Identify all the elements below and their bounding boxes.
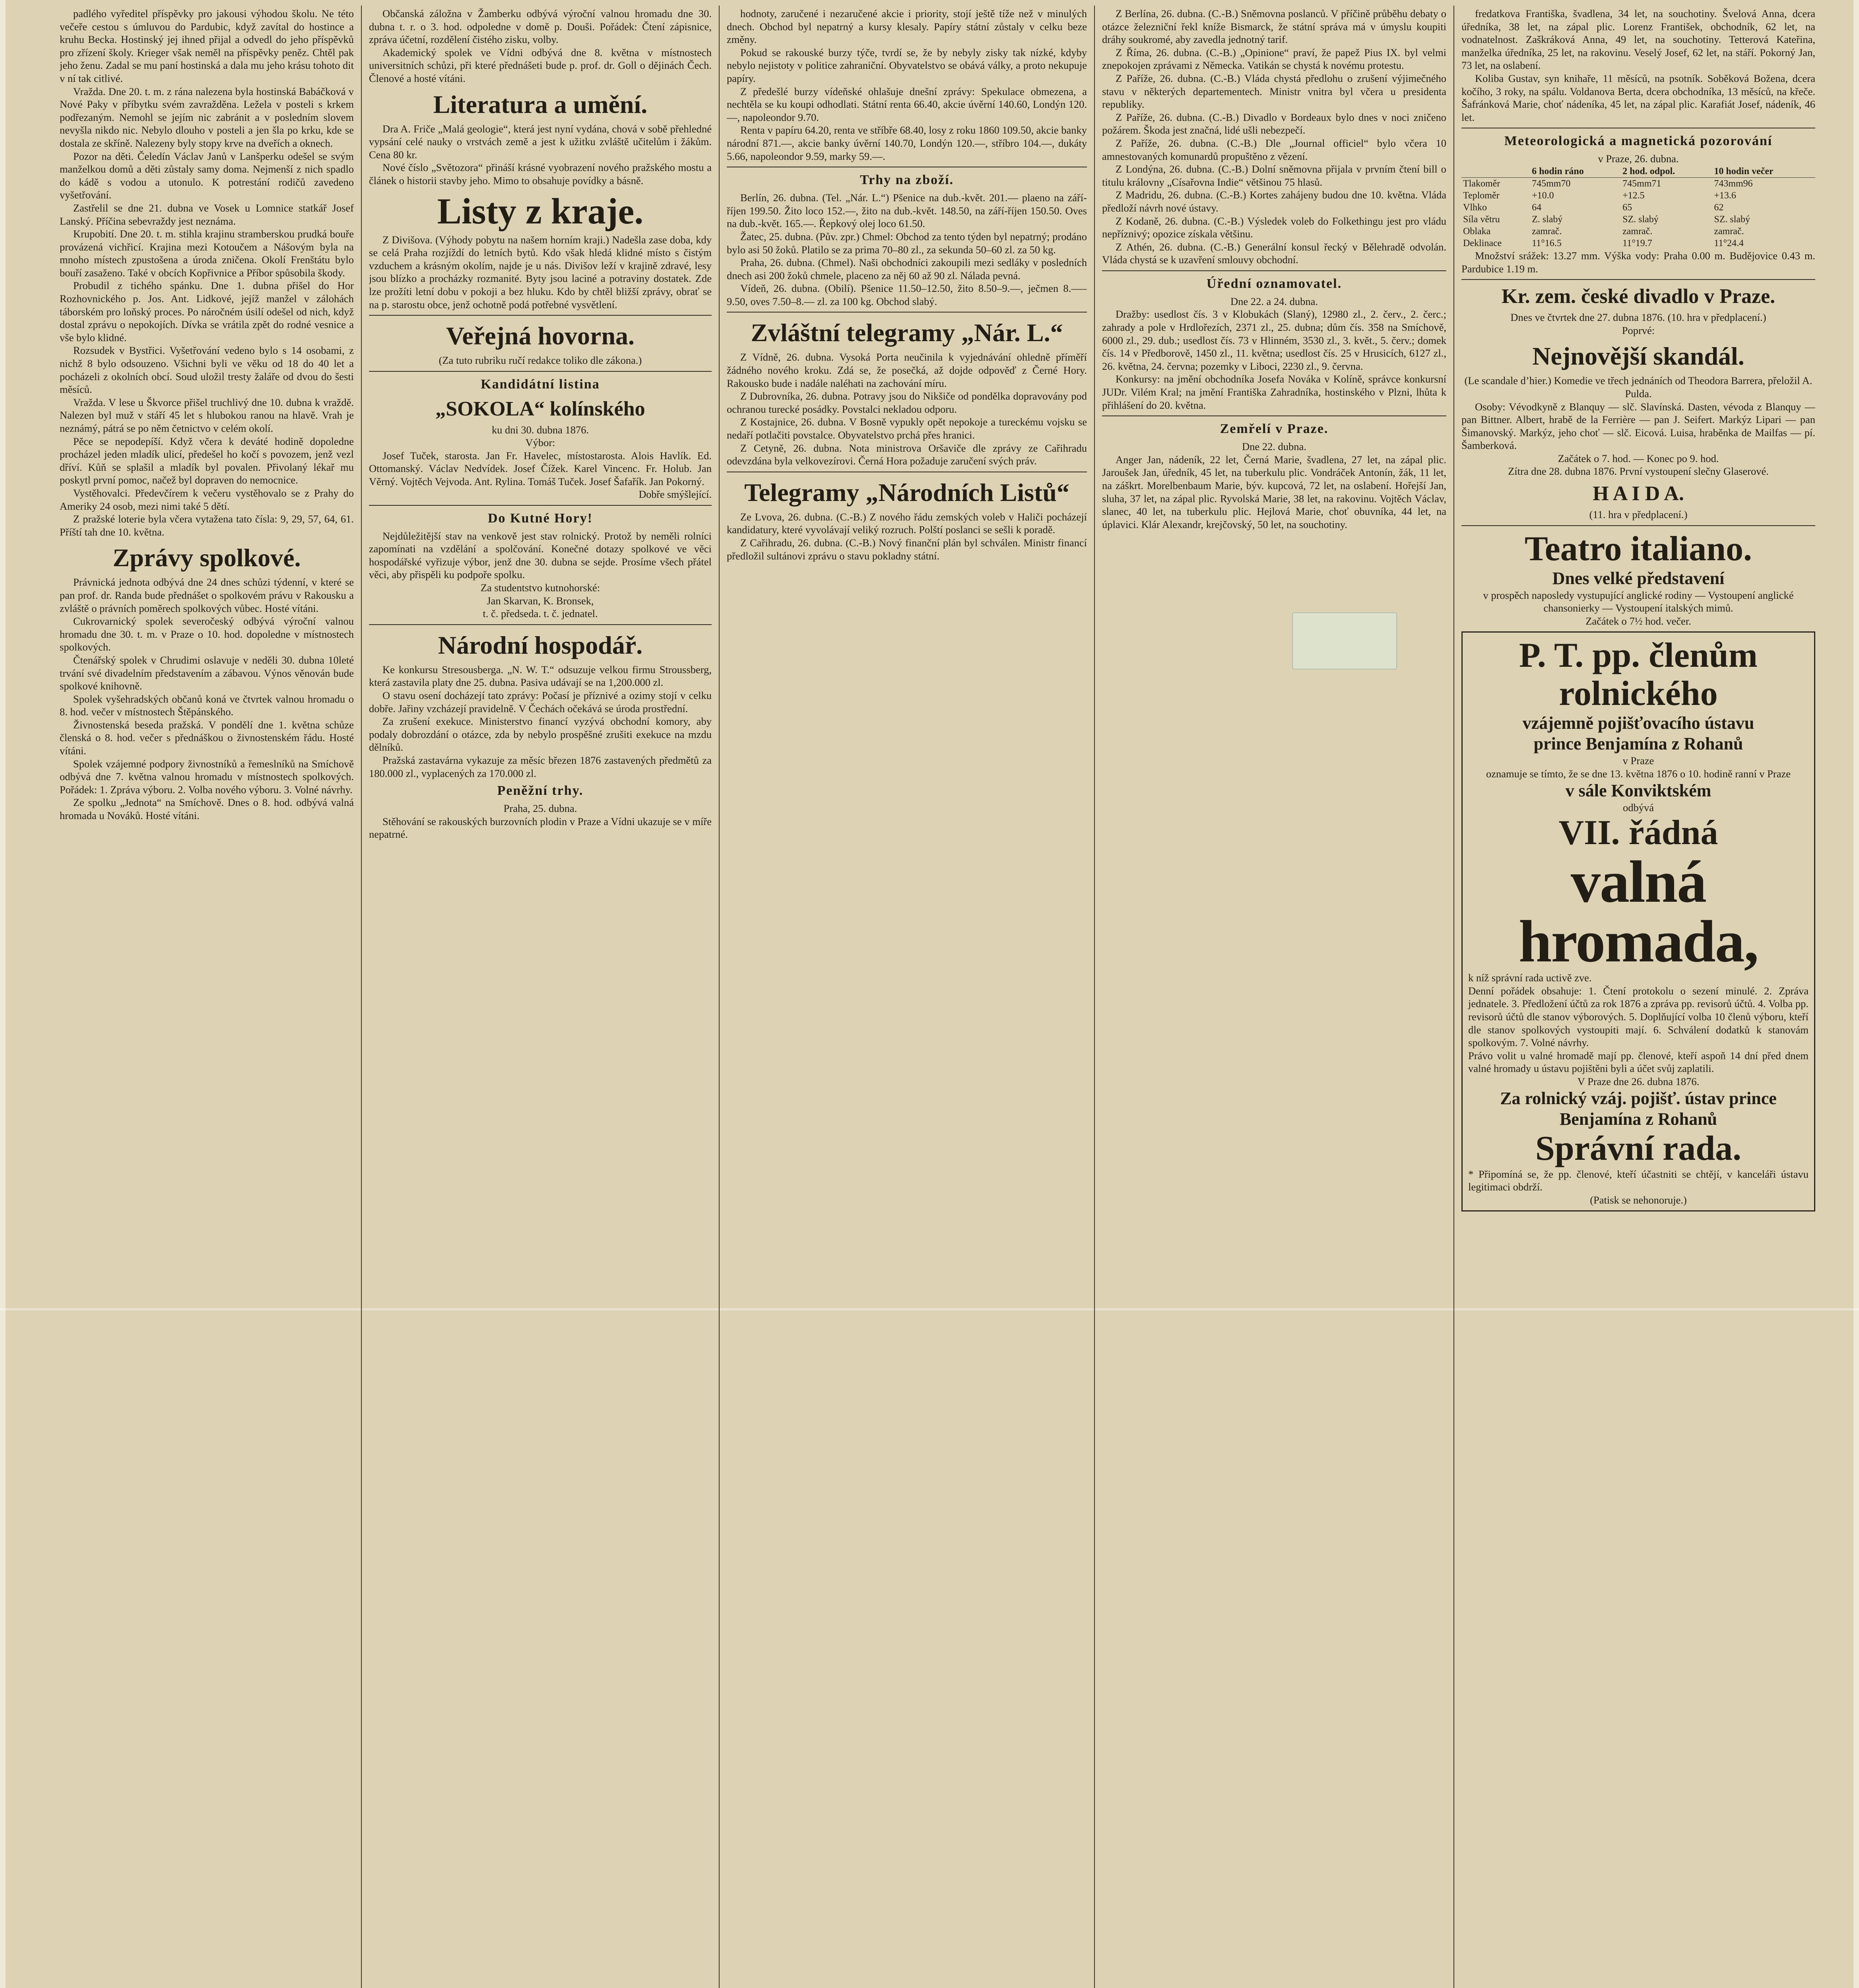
ad-signature: Správní rada. — [1535, 1129, 1742, 1168]
weather-row — [1461, 190, 1815, 202]
weather-cell: +13.6 — [1714, 190, 1736, 201]
article-text: padlého vyředitel příspěvky pro jakousi výhodou školu. Ne této večeře cestou s úmluvou do Pardubic, když zavítal do hostince a kruhu Becka. Hostinský jej ihned přijal a odvedl do jeho příspěvků pro zřízení školy. Krieger však neměl na příspěvky peněz. Chtěl pak jeho ženu. Zadal se mu paní hostinská a dala mu jeho krásu tohoto dit v ní tak citlivé. — [60, 8, 354, 84]
weather-table-header — [1461, 165, 1815, 178]
article-text: Z Vídně, 26. dubna. Vysoká Porta neučinila k vyjednávání ohledně příměří žádného nového kroku. Zdá se, že posečká, až dojde odpověď z Černé Hory. Rakousko bude i nadále naléhati na zachování míru. — [727, 351, 1087, 389]
article-text: Akademický spolek ve Vídni odbývá dne 8. května v místnostech universitních schůzi, při které přednášeti bude p. prof. dr. Goll o dějinách Čech. Členové a hosté vítáni. — [369, 46, 712, 84]
weather-cell: SZ. slabý — [1714, 214, 1750, 225]
article-text: Za zrušení exekuce. Ministerstvo financí vyzývá obchodní komory, aby podaly dobrozdání o otázce, zda by nebylo prospěšné zrušiti exekuce na mzdu dělníků. — [369, 715, 712, 753]
column-2 — [369, 7, 712, 1988]
candidate-list-subtitle: „SOKOLA“ kolínského — [435, 397, 645, 420]
article-text: hodnoty, zaručené i nezaručené akcie i priority, stojí ještě tíže než v minulých dnech. Obchod byl nepatrný a kursy klesaly. Papíry státní zůstaly v celku beze změny. — [727, 8, 1087, 46]
article-text: Rozsudek v Bystřici. Vyšetřování vedeno bylo s 14 osobami, z nichž 8 bylo odsouzeno. Všichni byli ve věku od 18 do 40 let a pocházeli z okolních obcí. Soud uložil tresty žaláře od dvou do šesti měsíců. — [60, 344, 354, 396]
ad-heading: rolnického — [1559, 674, 1718, 713]
weather-cell: 62 — [1714, 202, 1724, 213]
weather-cell: +12.5 — [1622, 190, 1645, 201]
article-text: Krupobití. Dne 20. t. m. stihla krajinu stramberskou prudká bouře provázená vichřicí. Krajina mezi Kotoučem a Nášovým byla na mnoho místech zpustošena a úroda zničena. Okolí Frenštátu bylo bouří zasaženo. Také v obcích Kopřivnice a Příbor spůsobila škody. — [60, 228, 354, 279]
article-text: Z Cetyně, 26. dubna. Nota ministrova Oršaviče dle zprávy ze Cařihradu odevzdána byla velkovezírovi. Černá Hora požaduje zaručení svých práv. — [727, 442, 1087, 467]
section-heading: Národní hospodář. — [438, 631, 643, 659]
article-text: Vražda. V lese u Škvorce přišel truchlivý dne 10. dubna k vraždě. Nalezen byl muž v stáří 45 let s hlubokou ranou na hlavě. Vrah je neznámý, pátrá se po něm četnictvo v celém okolí. — [60, 396, 354, 434]
weather-cell: 64 — [1532, 202, 1542, 213]
article-text: Nejdůležitější stav na venkově jest stav rolnický. Protož by neměli rolníci zapomínati na vzdělání a spolčování. Konečné dotazy spolkové ve věci hospodářské vyřizuje výbor, jenž dne 30. dubna se sejde. Prosíme všech přátel věci, aby přispěli ku podpoře spolku. — [369, 530, 712, 581]
article-text: Vídeň, 26. dubna. (Obilí). Pšenice 11.50–12.50, žito 8.50–9.—, ječmen 8.—–9.50, oves 7.50–8.— zl. za 100 kg. Obchod slabý. — [727, 282, 1087, 307]
article-text: Koliba Gustav, syn knihaře, 11 měsíců, na psotník. Soběková Božena, dcera kočího, 3 roky, na spálu. Voldanova Berta, dcera obchodníka, 13 měsíců, na křeče. Šafránková Marie, choť nádeníka, 45 let, na zápal plic. Karafiát Josef, nádeník, 46 let. — [1461, 72, 1815, 123]
article-text: Ke konkursu Stresousberga. „N. W. T.“ odsuzuje velkou firmu Stroussberg, která zastavila platy dne 25. dubna. Pasiva udávají se na 1,200.000 zl. — [369, 663, 712, 689]
article-text: Berlín, 26. dubna. (Tel. „Nár. L.“) Pšenice na dub.-květ. 201.— plaeno na září-říjen 199.50. Žito loco 152.—, žito na dub.-květ. 148.50, na září-říjen 150.50. Oves na dub.-květ. 165.—. Řepkový olej loco 61.50. — [727, 192, 1087, 230]
weather-cell: 11°16.5 — [1532, 238, 1562, 248]
section-heading: Literatura a umění. — [433, 90, 648, 118]
ad-heading: vzájemně pojišťovacího ústavu — [1522, 713, 1754, 733]
theatre-date: Dnes ve čtvrtek dne 27. dubna 1876. (10. hra v předplacení.) — [1510, 311, 1766, 324]
theatre-heading: Kr. zem. české divadlo v Praze. — [1501, 285, 1776, 308]
article-text: Renta v papíru 64.20, renta ve stříbře 68.40, losy z roku 1860 109.50, akcie banky národní 871.—, akcie banky úvěrní 140.70, Londýn 120.—, stříbro 104.—, dukáty 5.66, napoleondor 9.59, marky 59.—. — [727, 124, 1087, 162]
weather-cell: zamrač. — [1714, 226, 1744, 237]
weather-cell: 743mm96 — [1714, 178, 1753, 189]
column-rule — [1453, 6, 1454, 1988]
article-text: Z Paříže, 26. dubna. (C.-B.) Vláda chystá předlohu o zrušení výjimečného stavu v některých departementech. Ministr vnitra byl včera u presidenta republiky. — [1102, 72, 1446, 111]
weather-cell: Tlakoměr — [1463, 178, 1500, 189]
article-text: Živnostenská beseda pražská. V pondělí dne 1. května schůze členská o 8. hod. večer s přednáškou o živnostenském řádu. Hosté vítáni. — [60, 718, 354, 757]
signature: t. č. předseda. t. č. jednatel. — [483, 608, 598, 620]
article-text: Právnická jednota odbývá dne 24 dnes schůzi týdenní, v které se pan prof. dr. Randa bude přednášet o spolkovém právu v Rakousku a zvláště o právních poměrech spolkových vůbec. Hosté vítáni. — [60, 576, 354, 614]
article-text: Pokud se rakouské burzy týče, tvrdí se, že by nebyly zisky tak nízké, kdyby nebylo nejistoty v politice zahraniční. Obyvatelstvo se obává války, a proto nekupuje papíry. — [727, 46, 1087, 84]
section-heading: Telegramy „Národních Listů“ — [744, 478, 1069, 507]
next-play: Zítra dne 28. dubna 1876. První vystoupení slečny Glaserové. — [1508, 465, 1769, 478]
article-text: Pozor na děti. Čeledín Václav Janů v Lanšperku odešel se svým manželkou domů a děti zůstaly samy doma. Nejmenší z nich spadlo do kádě s vodou a utonulo. K potrestání rodičů zavedeno vyšetřování. — [60, 150, 354, 201]
weather-row — [1461, 177, 1815, 190]
article-text: Z pražské loterie byla včera vytažena tato čísla: 9, 29, 57, 64, 61. Příští tah dne 10. května. — [60, 513, 354, 538]
article-text: Stěhování se rakouských burzovních plodin v Praze a Vídni ukazuje se v míře nepatrné. — [369, 815, 712, 841]
article-text: Dra A. Friče „Malá geologie“, která jest nyní vydána, chová v sobě přehledné vypsání celé nauky o vrstvách země a jest k užitku zvláště učitelům i žákům. Cena 80 kr. — [369, 122, 712, 161]
ad-date: V Praze dne 26. dubna 1876. — [1577, 1075, 1700, 1087]
weather-row — [1461, 202, 1815, 214]
weather-cell: zamrač. — [1532, 226, 1562, 237]
dateline: Praha, 25. dubna. — [503, 802, 577, 815]
weather-cell: Deklinace — [1463, 238, 1502, 248]
weather-header-cell: 10 hodin večer — [1712, 165, 1815, 178]
ad-main-heading: valná hromada, — [1518, 849, 1758, 975]
section-heading: Do Kutné Hory! — [487, 511, 593, 526]
teatro-time: Začátek o 7½ hod. večer. — [1585, 615, 1691, 627]
torn-right-edge — [1853, 0, 1859, 1988]
article-text: Z Athén, 26. dubna. (C.-B.) Generální konsul řecký v Bělehradě odvolán. Vláda chystá se k uzavření smlouvy obchodní. — [1102, 241, 1446, 266]
divider — [1102, 415, 1446, 416]
section-heading: Listy z kraje. — [437, 190, 644, 231]
article-text: Z Říma, 26. dubna. (C.-B.) „Opinione“ praví, že papež Pius IX. byl velmi znepokojen zprávami z Německa. Vatikán se chystá k novému protestu. — [1102, 46, 1446, 72]
rubric-note: (Za tuto rubriku ručí redakce toliko dle zákona.) — [439, 354, 642, 367]
article-text: Probudil z tichého spánku. Dne 1. dubna přišel do Hor Rozhovnického p. Jos. Ant. Lidkové, jejíž manžel v zálohách táborském pro loňský proces. Po náročném úsilí odešel od nich, když dostal zprávu o nepokojích. Dívka se vrátila zpět do rodné vesnice a vše bylo klidné. — [60, 280, 354, 344]
signature: Dobře smýšlející. — [638, 488, 712, 500]
play-title: Nejnovější skandál. — [1532, 342, 1745, 371]
ad-agenda: Denní pořádek obsahuje: 1. Čtení protokolu o sezení minulé. 2. Zpráva jednatele. 3. Předložení účtů za rok 1876 a zpráva pp. revisorů účtů. 4. Volba pp. revisorů účtů dle stanov výborových. 5. Doplňující volba 10 členů výboru, kteří dle stanov spolkových vystoupiti mají. 6. Schválení dodatků k stanovám spolkovým. 7. Volné návrhy. — [1468, 984, 1809, 1049]
ad-heading: VII. řádná — [1558, 813, 1718, 852]
section-heading: Veřejná hovorna. — [446, 322, 635, 350]
weather-row — [1461, 214, 1815, 225]
article-text: Občanská záložna v Žamberku odbývá výroční valnou hromadu dne 30. dubna t. r. o 3. hod. odpoledne v domě p. Douši. Pořádek: Čtení zápisnice, zpráva účetní, rozdělení čistého zisku, volby. — [369, 8, 712, 46]
torn-left-edge — [0, 0, 6, 1988]
ad-location: v Praze — [1622, 755, 1654, 767]
article-text: Nové číslo „Světozora“ přináší krásné vyobrazení nového pražského mostu a článek o historii stavby jeho. Mimo to obsahuje povídky a básně. — [369, 161, 712, 186]
dateline: Dne 22. a 24. dubna. — [1230, 295, 1318, 307]
column-1 — [60, 7, 354, 1988]
weather-table — [1461, 165, 1815, 249]
section-heading: Meteorologická a magnetická pozorování — [1504, 134, 1773, 149]
article-text: Z Paříže, 26. dubna. (C.-B.) Dle „Journal officiel“ bylo včera 10 amnestovaných komunardů propuštěno z vězení. — [1102, 137, 1446, 162]
article-text: Zastřelil se dne 21. dubna ve Vosek u Lomnice statkář Josef Lanský. Příčina sebevraždy jest neznáma. — [60, 202, 354, 227]
article-text: Z předešlé burzy vídeňské ohlašuje dnešní zprávy: Spekulace obmezena, a nechtěla se ku koupi odhodlati. Státní renta 66.40, akcie úvěrní 140.60, Londýn 120.—, napoleondor 9.70. — [727, 85, 1087, 123]
article-text: Čtenářský spolek v Chrudimi oslavuje v neděli 30. dubna 10leté trvání své divadelním představením a zábavou. Výnos věnován bude spolkové knihovně. — [60, 654, 354, 692]
divider — [369, 505, 712, 506]
article-text: Ze Lvova, 26. dubna. (C.-B.) Z nového řádu zemských voleb v Haliči pocházejí kandidatury, které vyvolávají veliký rozruch. Polští poslanci se sešli k poradě. — [727, 511, 1087, 536]
article-text: Z Dubrovníka, 26. dubna. Potravy jsou do Nikšiče od pondělka dopravovány pod ochranou turecké posádky. Povstalci nekladou odporu. — [727, 390, 1087, 415]
weather-cell: +10.0 — [1532, 190, 1554, 201]
divider — [1102, 270, 1446, 271]
ad-text: Právo volit u valné hromadě mají pp. členové, kteří aspoň 14 dní před dnem valné hromady u ústavu pojištěni byli a účet svůj zaplatili. — [1468, 1049, 1809, 1075]
play-cast: Osoby: Vévodkyně z Blanquy — slč. Slavínská. Dasten, vévoda z Blanquy — pan Bittner. Albert, hrabě de la Ferrière — pan J. Seifert. Markýz Lipari — pan Šimanovský. Markýz, jeho choť — slč. Eicová. Luisa, hraběnka de Mailfas — pí. Šamberková. — [1461, 400, 1815, 452]
article-text: Z Madridu, 26. dubna. (C.-B.) Kortes zahájeny budou dne 10. května. Vláda předloží návrh nové ústavy. — [1102, 189, 1446, 214]
ad-heading: P. T. pp. členům — [1519, 636, 1758, 675]
weather-row — [1461, 237, 1815, 249]
article-text: Praha, 26. dubna. (Chmel). Naši obchodníci zakoupili mezi sedláky v posledních dnech asi 200 žoků chmele, placeno za něj 60 až 90 zl. Nálada pevná. — [727, 256, 1087, 282]
dateline: Dne 22. dubna. — [1242, 441, 1306, 453]
weather-header-cell — [1461, 165, 1530, 178]
ad-heading: prince Benjamína z Rohanů — [1533, 734, 1743, 754]
teatro-subheading: Dnes velké představení — [1552, 568, 1725, 588]
next-play-note: (11. hra v předplacení.) — [1589, 509, 1688, 521]
section-heading: Úřední oznamovatel. — [1206, 276, 1342, 291]
divider — [1461, 525, 1815, 526]
ad-text: oznamuje se tímto, že se dne 13. května 1876 o 10. hodině ranní v Praze — [1486, 768, 1791, 780]
column-rule — [1094, 6, 1095, 1988]
column-rule — [719, 6, 720, 1988]
play-times: Začátek o 7. hod. — Konec po 9. hod. — [1558, 452, 1719, 464]
article-text: Z Berlína, 26. dubna. (C.-B.) Sněmovna poslanců. V příčině průběhu debaty o otázce železniční řekl kníže Bismarck, že státní správa má v úmyslu koupiti dráhy soukromé, aby zavedla jednotný tarif. — [1102, 8, 1446, 46]
candidate-names: Josef Tuček, starosta. Jan Fr. Havelec, místostarosta. Alois Havlík. Ed. Ottomanský. Václav Nedvídek. Josef Čížek. Karel Vincenc. Fr. Holub. Jan Věrný. Vojtěch Vejvoda. Ant. Rylina. Tomáš Tuček. Josef Šafařík. Jan Pokorný. — [369, 449, 712, 488]
weather-cell: zamrač. — [1622, 226, 1653, 237]
article-text: Z Kostajnice, 26. dubna. V Bosně vypukly opět nepokoje a tureckému vojsku se nedaří potlačiti povstalce. Obyvatelstvo prchá přes hranici. — [727, 416, 1087, 441]
article-text: Spolek vzájemné podpory živnostníků a řemeslníků na Smíchově odbývá dne 7. května valnou hromadu v místnostech spolkových. Pořádek: 1. Zpráva výboru. 2. Volba nového výboru. 3. Volné návrhy. — [60, 757, 354, 796]
weather-cell: SZ. slabý — [1622, 214, 1659, 225]
committee-label: Výbor: — [525, 437, 555, 449]
theatre-label: Poprvé: — [1622, 324, 1655, 336]
candidate-list-title: Kandidátní listina — [481, 377, 600, 392]
section-heading: Zprávy spolkové. — [113, 544, 301, 572]
teatro-italiano-heading: Teatro italiano. — [1524, 529, 1752, 568]
ad-text: k níž správní rada uctivě zve. — [1468, 972, 1592, 984]
ad-text: odbývá — [1622, 801, 1654, 813]
weather-cell: 11°19.7 — [1622, 238, 1652, 248]
divider — [369, 315, 712, 316]
weather-cell: 65 — [1622, 202, 1632, 213]
play-credits: (Le scandale d’hier.) Komedie ve třech jednáních od Theodora Barrera, přeložil A. Pulda. — [1464, 375, 1812, 400]
article-text: fredatkova Františka, švadlena, 34 let, na souchotiny. Švelová Anna, dcera úředníka, 38 let, na zápal plic. Lorenz František, obchodník, 62 let, na vodnatelnost. Zaškráková Anna, 49 let, na souchotiny. Tetterová Kateřina, manželka úředníka, 25 let, na rakovinu. Veselý Josef, 62 let, na stáří. Pokorný Jan, 73 let, na oslabení. — [1461, 8, 1815, 72]
article-text: Z Divišova. (Výhody pobytu na našem horním kraji.) Nadešla zase doba, kdy se celá Praha rozjíždí do letních bytů. Kdo však hledá klidné místo s čistým vzduchem a krásným okolím, najde je u nás. Divišov leží v krajině zdravé, lesy jsou blízko a procházky rozmanité. Byty jsou laciné a potraviny dostatek. Zde lze prožíti letní dobu v pokoji a bez hluku. Kdo by chtěl bližší zprávy, obrať se na p. starostu obce, jenž ochotně podá potřebné vysvětlení. — [369, 233, 712, 311]
article-text: Vražda. Dne 20. t. m. z rána nalezena byla hostinská Babáčková v Nové Paky v příbytku svém zavražděna. Ležela v posteli s krkem podřezaným. Nemohl se jejím nic zabránit a v posledním slovem nevyšla nikdo nic. Nebylo dlouho v posteli a jen šla po krku, kde se dostala ze skříně. Nalezeny byly stopy krve na dveřích a oknech. — [60, 85, 354, 149]
column-rule — [361, 6, 362, 1988]
ad-signature: Za rolnický vzáj. pojišť. ústav prince Benjamína z Rohanů — [1500, 1088, 1777, 1129]
insurance-advertisement — [1461, 631, 1815, 1211]
article-text: Anger Jan, nádeník, 22 let, Černá Marie, švadlena, 27 let, na zápal plic. Jaroušek Jan, úředník, 45 let, na tuberkulu plic. Vondráček Antonín, žák, 11 let, na záškrt. Morelbenbaum Marie, býv. kupcová, 72 let, na oslabení. Hořejší Jan, sluha, 37 let, na zápal plic. Ryvolská Marie, 38 let, na rakovinu. Vojtěch Václav, slanec, 40 let, na tuberkulu plic. Hejlová Marie, choť obuvníka, 44 let, na úplavici. Klár Alexandr, krejčovský, 50 let, na souchotiny. — [1102, 453, 1446, 530]
divider — [369, 624, 712, 625]
weather-note: Množství srážek: 13.27 mm. Výška vody: Praha 0.00 m. Budějovice 0.43 m. Pardubice 1.19 m. — [1461, 249, 1815, 275]
teatro-details: v prospěch naposledy vystupující anglické rodiny — Vystoupení anglické chansonierky — Vystoupení italských mimů. — [1483, 589, 1794, 614]
dateline: v Praze, 26. dubna. — [1598, 153, 1679, 165]
section-heading: Trhy na zboží. — [860, 173, 954, 188]
weather-header-cell: 2 hod. odpol. — [1621, 165, 1712, 178]
article-text: Pěce se nepodepíší. Když včera k deváté hodině dopoledne procházel jeden mladík ulicí, předešel ho kočí s povozem, jenž vezl dříví. Kůň se splašil a mladík byl povalen. Přivolaný lékař mu poskytl první pomoc, načež byl dopraven do nemocnice. — [60, 435, 354, 486]
article-text: O stavu osení docházejí tato zprávy: Počasí je příznivé a ozimy stojí v celku dobře. Jařiny vzcházejí pravidelně. V Čechách očekává se úroda prostřední. — [369, 689, 712, 714]
section-heading: Peněžní trhy. — [497, 783, 584, 798]
section-heading: Zvláštní telegramy „Nár. L.“ — [751, 318, 1063, 347]
next-play-title: H A I D A. — [1593, 482, 1684, 505]
weather-cell: 745mm70 — [1532, 178, 1571, 189]
ad-venue: v sále Konviktském — [1565, 780, 1712, 800]
weather-cell: Z. slabý — [1532, 214, 1563, 225]
article-text: Pražská zastavárna vykazuje za měsíc březen 1876 zastavených předmětů za 180.000 zl., vyplacených za 170.000 zl. — [369, 754, 712, 779]
article-text: Z Londýna, 26. dubna. (C.-B.) Dolní sněmovna přijala v prvním čtení bill o titulu královny „Císařovna Indie“ většinou 75 hlasů. — [1102, 163, 1446, 188]
article-text: Z Cařihradu, 26. dubna. (C.-B.) Nový finanční plán byl schválen. Ministr financí předložil sultánovi zprávu o stavu pokladny státní. — [727, 537, 1087, 562]
article-text: Ze spolku „Jednota“ na Smíchově. Dnes o 8. hod. odbývá valná hromada u Nováků. Hosté vítáni. — [60, 796, 354, 822]
article-text: Dražby: usedlost čís. 3 v Klobukách (Slaný), 12980 zl., 2. červ., 2. čerc.; zahrady a pole v Hrdlořezích, 2371 zl., 25. dubna; dům čís. 358 na Smíchově, 6000 zl., 29. dub.; usedlost čís. 73 v Hlinném, 3530 zl., 3. květ., 5. červ.; domek čís. 14 v Předborově, 1450 zl., 11. května; usedlost čís. 25 v Hrusicích, 6127 zl., 26. května, 24. června; pozemky v Liboci, 2230 zl., 9. června. — [1102, 308, 1446, 372]
article-text: Žatec, 25. dubna. (Pův. zpr.) Chmel: Obchod za tento týden byl nepatrný; prodáno bylo asi 50 žoků. Platilo se za prima 70–80 zl., za sekunda 50–60 zl. za 50 kg. — [727, 230, 1087, 256]
signature: Jan Skarvan, K. Bronsek, — [487, 594, 594, 607]
divider — [1461, 279, 1815, 280]
weather-cell: 745mm71 — [1622, 178, 1661, 189]
article-text: Spolek vyšehradských občanů koná ve čtvrtek valnou hromadu o 8. hod. večer v místnostech Štěpánského. — [60, 693, 354, 718]
weather-cell: Vlhko — [1463, 202, 1487, 213]
article-text: Vystěhovalci. Předevčírem k večeru vystěhovalo se z Prahy do Ameriky 24 osob, mezi nimi také 5 dětí. — [60, 487, 354, 512]
weather-cell: Síla větru — [1463, 214, 1500, 225]
column-5 — [1461, 7, 1815, 1988]
column-3 — [727, 7, 1087, 1988]
article-text: Cukrovarnický spolek severočeský odbývá výroční valnou hromadu dne 30. t. m. v Praze o 10. hod. dopoledne v místnostech spolkových. — [60, 615, 354, 653]
weather-cell: 11°24.4 — [1714, 238, 1744, 248]
article-text: Konkursy: na jmění obchodníka Josefa Nováka v Kolíně, správce konkursní JUDr. Vilém Kral; na jmění Františka Zahradníka, hostinského v Plzni, lhůta k přihlášení do 20. května. — [1102, 373, 1446, 411]
column-4 — [1102, 7, 1446, 1988]
weather-cell: Teploměr — [1463, 190, 1500, 201]
weather-cell: Oblaka — [1463, 226, 1491, 237]
ad-footnote: * Připomíná se, že pp. členové, kteří účastniti se chtějí, v kanceláři ústavu legitimaci obdrží. — [1468, 1168, 1809, 1193]
divider — [727, 312, 1087, 313]
article-text: Z Kodaně, 26. dubna. (C.-B.) Výsledek voleb do Folkethingu jest pro vládu nepříznivý; opozice získala většinu. — [1102, 215, 1446, 240]
section-heading: Zemřelí v Praze. — [1220, 421, 1329, 437]
divider — [369, 371, 712, 372]
candidate-list-date: ku dni 30. dubna 1876. — [491, 423, 589, 436]
weather-row — [1461, 225, 1815, 237]
article-text: Z Paříže, 26. dubna. (C.-B.) Divadlo v Bordeaux bylo dnes v noci zničeno požárem. Škoda jest značná, lidé ušli nebezpečí. — [1102, 111, 1446, 136]
ad-footnote: (Patisk se nehonoruje.) — [1590, 1194, 1687, 1206]
archive-stamp — [1292, 612, 1397, 670]
signature: Za studentstvo kutnohorské: — [480, 582, 600, 594]
weather-header-cell: 6 hodin ráno — [1530, 165, 1621, 178]
